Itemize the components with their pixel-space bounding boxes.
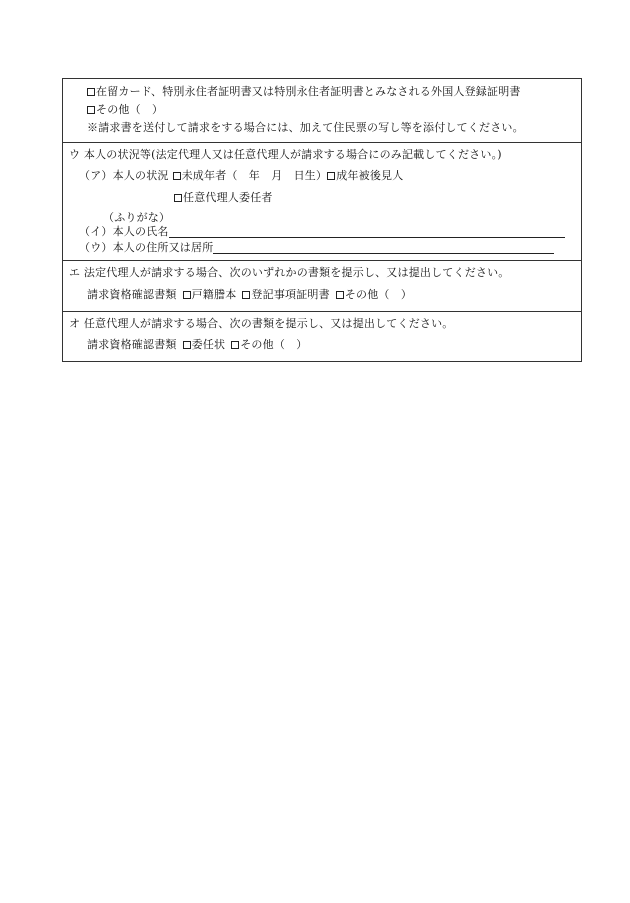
principal-status-row <box>79 169 403 182</box>
residence-card-option <box>87 85 521 98</box>
power-of-attorney-checkbox[interactable] <box>183 341 191 349</box>
furigana-label: （ふりがな） <box>103 211 171 224</box>
legal-representative-docs-row <box>87 288 412 301</box>
identity-documents-section <box>63 79 581 142</box>
voluntary-agent-principal-option <box>174 191 273 204</box>
voluntary-other-checkbox[interactable] <box>231 341 239 349</box>
voluntary-agent-principal-label: 任意代理人委任者 <box>183 191 273 204</box>
voluntary-agent-docs-row <box>87 338 307 351</box>
legal-representative-heading: エ 法定代理人が請求する場合、次のいずれかの書類を提示し、又は提出してください。 <box>69 266 510 279</box>
other-document-label: その他（ ） <box>96 103 164 116</box>
registry-certificate-checkbox[interactable] <box>242 291 250 299</box>
voluntary-agent-principal-checkbox[interactable] <box>174 194 182 202</box>
principal-name-row <box>79 225 565 238</box>
residence-card-checkbox[interactable] <box>87 88 95 96</box>
principal-address-label: （ウ）本人の住所又は居所 <box>79 241 214 254</box>
power-of-attorney-label: 委任状 <box>191 338 226 351</box>
legal-other-checkbox[interactable] <box>336 291 344 299</box>
adult-ward-label: 成年被後見人 <box>336 169 404 182</box>
voluntary-agent-section <box>63 311 581 361</box>
principal-address-field[interactable] <box>213 241 554 254</box>
family-register-checkbox[interactable] <box>183 291 191 299</box>
legal-other-label: その他（ ） <box>344 288 413 301</box>
principal-status-section <box>63 142 581 260</box>
principal-name-label: （イ）本人の氏名 <box>79 225 169 238</box>
legal-docs-label: 請求資格確認書類 <box>87 288 177 301</box>
principal-address-row <box>79 241 554 254</box>
principal-name-field[interactable] <box>169 225 565 238</box>
voluntary-other-label: その他（ ） <box>240 338 308 351</box>
legal-representative-section <box>63 260 581 311</box>
voluntary-agent-heading: オ 任意代理人が請求する場合、次の書類を提示し、又は提出してください。 <box>69 317 454 330</box>
request-form-table <box>62 78 582 362</box>
minor-checkbox[interactable] <box>173 172 181 180</box>
voluntary-docs-label: 請求資格確認書類 <box>87 338 177 351</box>
residence-card-label: 在留カード、特別永住者証明書又は特別永住者証明書とみなされる外国人登録証明書 <box>96 85 521 98</box>
principal-status-label: （ア）本人の状況 <box>79 169 169 182</box>
other-document-option <box>87 103 163 116</box>
principal-status-heading: ウ 本人の状況等(法定代理人又は任意代理人が請求する場合にのみ記載してください。) <box>69 148 502 161</box>
minor-label: 未成年者（ 年 月 日生） <box>181 169 328 182</box>
registry-certificate-label: 登記事項証明書 <box>251 288 330 301</box>
adult-ward-checkbox[interactable] <box>327 172 335 180</box>
family-register-label: 戸籍謄本 <box>191 288 237 301</box>
mail-request-note: ※請求書を送付して請求をする場合には、加えて住民票の写し等を添付してください。 <box>87 121 524 134</box>
other-document-checkbox[interactable] <box>87 106 95 114</box>
